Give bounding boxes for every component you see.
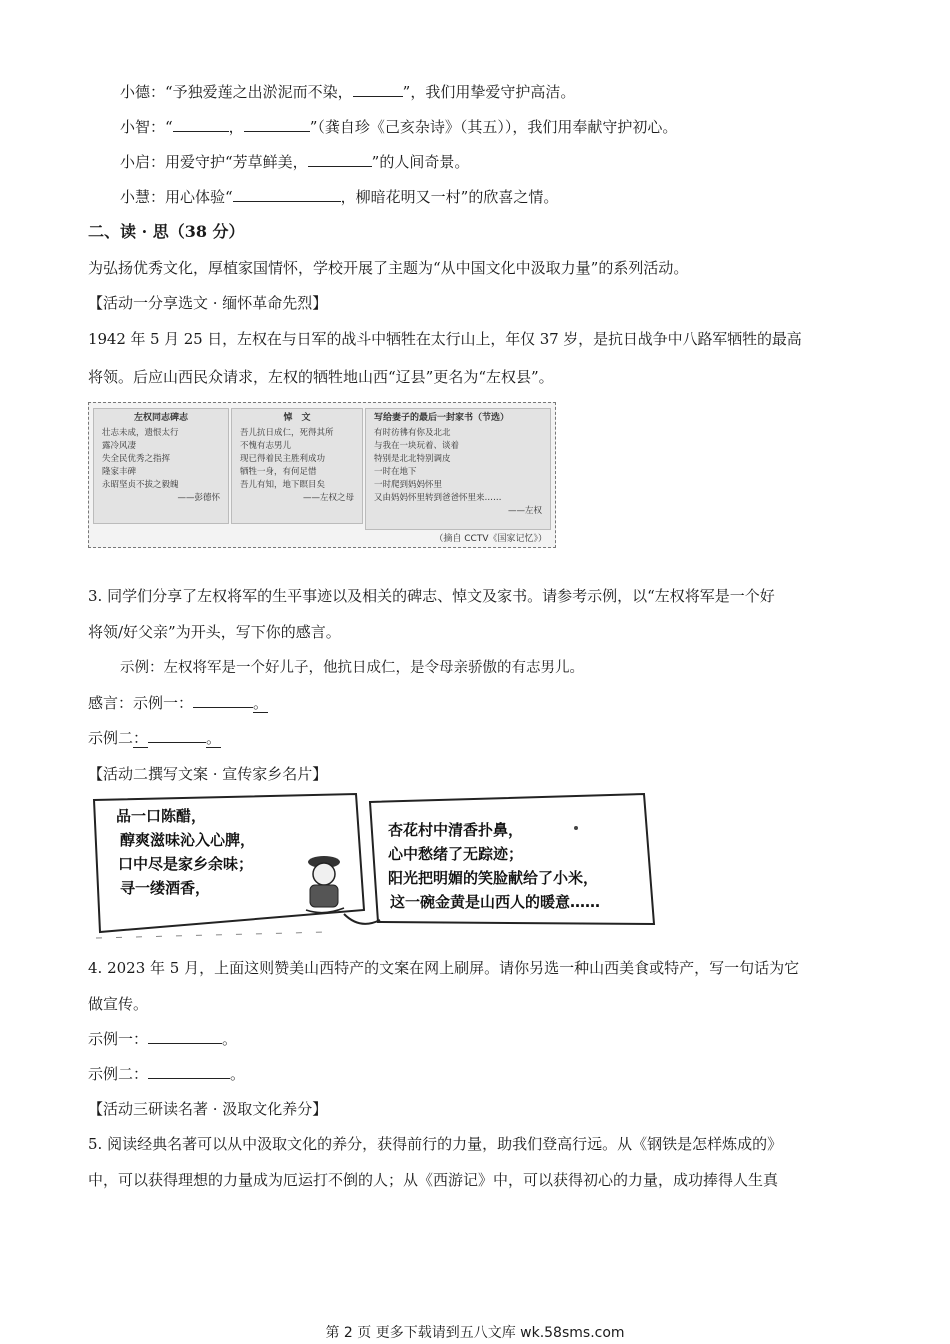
panel-line: 有时彷彿有你及北北 [374, 428, 451, 438]
panel-signature: ——左权之母 [302, 493, 354, 503]
line-xiaohui: 小慧：用心体验“ ，柳暗花明又一村”的欣喜之情。 [120, 188, 559, 206]
line-xiaoqi: 小启：用爱守护“芳草鲜美， ”的人间奇景。 [120, 153, 470, 171]
panel-line: 一时爬到妈妈怀里 [374, 480, 443, 490]
activity1-title: 【活动一分享选文 · 缅怀革命先烈】 [88, 294, 328, 312]
panel-title: 写给妻子的最后一封家书（节选） [374, 413, 510, 423]
q3-line: 将领/好父亲”为开头，写下你的感言。 [88, 623, 341, 641]
q3-answer-2: 示例二： 。 [88, 729, 222, 747]
activity3-title: 【活动三研读名著 · 汲取文化养分】 [88, 1100, 328, 1118]
paragraph-line: 1942 年 5 月 25 日，左权在与日军的战斗中牺牲在太行山上，年仅 37 岁，是抗日战争中八路军牺牲的最高 [88, 330, 802, 348]
panel-signature: ——彭德怀 [177, 493, 220, 503]
right-page-line: 这一碗金黄是山西人的暖意…… [390, 893, 601, 911]
panel-line: 失全民优秀之指挥 [102, 454, 171, 464]
page-footer: 第 2 页 更多下载请到五八文库 wk.58sms.com [325, 1325, 625, 1341]
answer-blank[interactable] [193, 693, 253, 708]
q5-line: 中，可以获得理想的力量成为厄运打不倒的人；从《西游记》中，可以获得初心的力量，成功捧得人生真 [88, 1171, 779, 1189]
q4-line: 4. 2023 年 5 月，上面这则赞美山西特产的文案在网上刷屏。请你另选一种山西美食或特产，写一句话为它 [88, 959, 800, 977]
panel-signature: ——左权 [507, 506, 542, 516]
q4-answer-1: 示例一： 。 [88, 1030, 238, 1048]
panel-line: 隆家丰碑 [102, 467, 137, 477]
panel-line: 露冷风凄 [102, 441, 137, 451]
panel-line: 吾儿抗日成仁，死得其所 [240, 428, 334, 438]
q5-line: 5. 阅读经典名著可以从中汲取文化的养分，获得前行的力量，助我们登高行远。从《钢铁是怎样炼成的》 [88, 1135, 783, 1153]
answer-blank[interactable] [148, 1064, 230, 1079]
panel-line: 一时在地下 [374, 467, 417, 477]
figure-source: （摘自 CCTV《国家记忆》） [434, 534, 547, 544]
left-page-line: 品一口陈醋， [116, 807, 207, 825]
panel-line: 永昭坚贞不拔之毅魄 [102, 480, 179, 490]
answer-blank[interactable] [353, 82, 403, 97]
left-page-line: 醇爽滋味沁入心脾， [120, 831, 256, 849]
q4-answer-2: 示例二： 。 [88, 1065, 246, 1083]
section-heading: 二、读 · 思（38 分） [88, 222, 245, 241]
right-page-line: 阳光把明媚的笑脸献给了小米， [388, 869, 599, 887]
answer-blank[interactable] [233, 187, 341, 202]
answer-blank[interactable] [308, 152, 372, 167]
panel-letter [365, 408, 551, 530]
right-page-line: 心中愁绪了无踪迹； [388, 845, 524, 863]
line-xiaode: 小德：“予独爱莲之出淤泥而不染， ”，我们用挚爱守护高洁。 [120, 83, 576, 101]
answer-blank[interactable] [244, 117, 310, 132]
shanxi-copy-figure [88, 792, 658, 942]
left-page-line: 寻一缕酒香， [120, 879, 211, 897]
answer-blank[interactable] [148, 1029, 222, 1044]
panel-line: 与我在一块玩着、谈着 [374, 441, 460, 451]
panel-title: 左权同志碑志 [133, 413, 188, 423]
q3-example: 示例：左权将军是一个好儿子，他抗日成仁，是令母亲骄傲的有志男儿。 [120, 660, 584, 676]
answer-blank[interactable] [173, 117, 229, 132]
line-xiaozhi: 小智：“ ， ”（龚自珍《己亥杂诗》（其五）），我们用奉献守护初心。 [120, 118, 678, 136]
panel-line: 吾儿有知，地下瞑目矣 [240, 480, 326, 490]
answer-blank[interactable] [148, 728, 206, 743]
panel-line: 现已得着民主胜利成功 [240, 454, 326, 464]
panel-line: 特别是北北特别调皮 [374, 454, 451, 464]
panel-line: 又由妈妈怀里转到爸爸怀里来…… [374, 493, 502, 503]
panel-tablet [93, 408, 229, 524]
panel-line: 不愧有志男儿 [240, 441, 292, 451]
q3-answer-1: 感言：示例一： 。 [88, 694, 269, 712]
panel-line: 牺牲一身，有何足惜 [240, 467, 317, 477]
paragraph-line: 将领。后应山西民众请求，左权的牺牲地山西“辽县”更名为“左权县”。 [88, 368, 554, 386]
q4-line: 做宣传。 [88, 995, 149, 1013]
panel-title: 悼 文 [283, 413, 311, 423]
memorial-texts-figure [88, 402, 556, 548]
panel-eulogy [231, 408, 363, 524]
left-page-line: 口中尽是家乡余味； [118, 855, 254, 873]
intro-text: 为弘扬优秀文化，厚植家国情怀，学校开展了主题为“从中国文化中汲取力量”的系列活动。 [88, 259, 689, 277]
right-page-line: 杏花村中清香扑鼻， [388, 821, 524, 839]
q3-line: 3. 同学们分享了左权将军的生平事迹以及相关的碑志、悼文及家书。请参考示例，以“左权将军是一个好 [88, 587, 775, 605]
activity2-title: 【活动二撰写文案 · 宣传家乡名片】 [88, 765, 328, 783]
panel-line: 壮志未成，遗恨太行 [102, 428, 179, 438]
